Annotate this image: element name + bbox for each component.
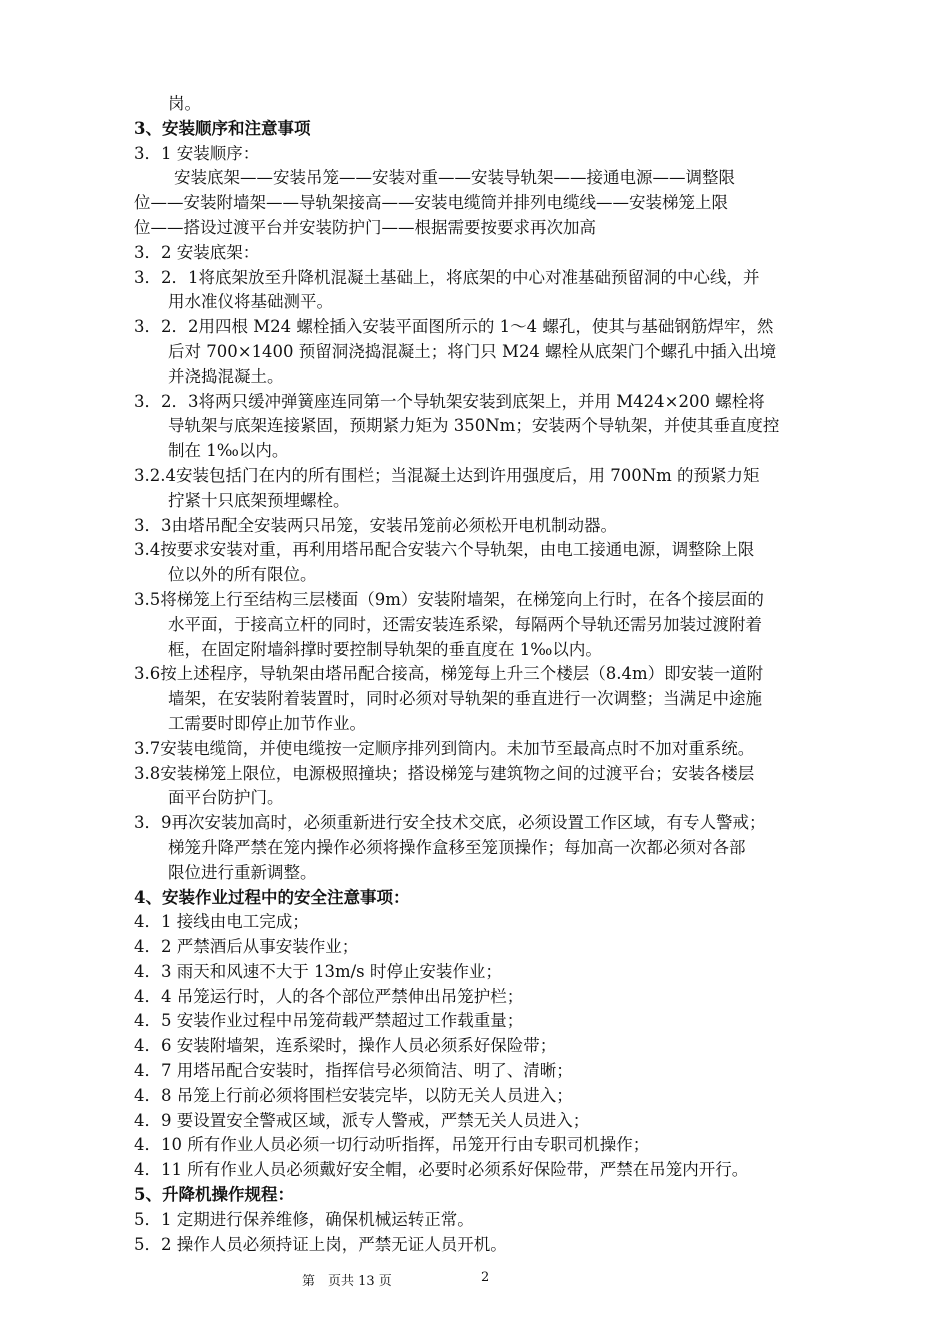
install-step-text: 面平台防护门。 bbox=[168, 788, 284, 808]
install-step-text: 用水准仪将基础测平。 bbox=[168, 292, 333, 312]
safety-item: 4．3 雨天和风速不大于 13m/s 时停止安装作业； bbox=[134, 961, 502, 981]
safety-item: 4．1 接线由电工完成； bbox=[134, 912, 309, 932]
section-3-items bbox=[134, 266, 840, 886]
section-5-heading: 5、升降机操作规程： bbox=[134, 1185, 294, 1205]
section-4-heading: 4、安装作业过程中的安全注意事项： bbox=[134, 887, 410, 907]
safety-item: 4．10 所有作业人员必须一切行动听指挥，吊笼开行由专职司机操作； bbox=[134, 1135, 650, 1155]
safety-item: 4．11 所有作业人员必须戴好安全帽，必要时必须系好保险带，严禁在吊笼内开行。 bbox=[134, 1160, 749, 1180]
install-base-title: 3．2 安装底架： bbox=[134, 242, 260, 262]
install-step-line bbox=[134, 439, 840, 464]
install-step-number: 3．2．1 bbox=[134, 267, 199, 287]
install-order-line: 安装底架——安装吊笼——安装对重——安装导轨架——接通电源——调整限 bbox=[174, 168, 735, 188]
install-step-text: 工需要时即停止加节作业。 bbox=[168, 713, 366, 733]
safety-item: 4．5 安装作业过程中吊笼荷载严禁超过工作载重量； bbox=[134, 1011, 524, 1031]
install-step-text: 后对 700×1400 预留洞浇捣混凝土；将门只 M24 螺栓从底架门个螺孔中插入出境 bbox=[168, 341, 777, 361]
install-step-number: 3．2．3 bbox=[134, 391, 199, 411]
install-step-text: 拧紧十只底架预埋螺栓。 bbox=[168, 490, 350, 510]
install-step-line bbox=[134, 737, 840, 762]
install-step-line bbox=[134, 365, 840, 390]
install-step-number: 3．3 bbox=[134, 515, 172, 535]
continuation-text: 岗。 bbox=[168, 94, 201, 113]
install-step-number: 3.6 bbox=[134, 664, 161, 684]
install-step-line bbox=[134, 266, 840, 291]
install-step-text: 再次安装加高时，必须重新进行安全技术交底，必须设置工作区域，有专人警戒； bbox=[171, 813, 766, 833]
install-step-text: 用四根 M24 螺栓插入安装平面图所示的 1～4 螺孔，使其与基础钢筋焊牢，然 bbox=[198, 317, 774, 337]
install-step-line bbox=[134, 662, 840, 687]
install-step-text: 按要求安装对重，再利用塔吊配合安装六个导轨架，由电工接通电源，调整除上限 bbox=[160, 540, 755, 560]
install-order-title: 3．1 安装顺序： bbox=[134, 143, 260, 163]
install-step-line bbox=[134, 762, 840, 787]
install-step-text: 安装包括门在内的所有围栏；当混凝土达到许用强度后，用 700Nm 的预紧力矩 bbox=[175, 465, 760, 485]
install-step-number: 3.7 bbox=[134, 738, 161, 758]
safety-item: 4．6 安装附墙架，连系梁时，操作人员必须系好保险带； bbox=[134, 1036, 557, 1056]
install-step-line bbox=[134, 489, 840, 514]
install-step-line bbox=[134, 514, 840, 539]
section-4-items bbox=[134, 910, 840, 1183]
install-order-line: 位——安装附墙架——导轨架接高——安装电缆筒并排列电缆线——安装梯笼上限 bbox=[134, 193, 728, 213]
install-step-line bbox=[134, 811, 840, 836]
install-step-text: 导轨架与底架连接紧固，预期紧力矩为 350Nm；安装两个导轨架，并使其垂直度控 bbox=[168, 416, 780, 436]
safety-item: 4．7 用塔吊配合安装时，指挥信号必须简洁、明了、清晰； bbox=[134, 1061, 573, 1081]
install-step-text: 框，在固定附墙斜撑时要控制导轨架的垂直度在 1‰以内。 bbox=[168, 639, 602, 659]
install-step-text: 限位进行重新调整。 bbox=[168, 862, 317, 882]
section-3-heading: 3、安装顺序和注意事项 bbox=[134, 118, 311, 138]
install-step-number: 3．2．2 bbox=[134, 317, 199, 337]
install-step-text: 将两只缓冲弹簧座连同第一个导轨架安装到底架上，并用 M424×200 螺栓将 bbox=[198, 391, 765, 411]
install-step-line bbox=[134, 315, 840, 340]
install-step-line bbox=[134, 712, 840, 737]
install-step-text: 梯笼升降严禁在笼内操作必须将操作盒移至笼顶操作；每加高一次都必须对各部 bbox=[168, 837, 746, 857]
install-step-line bbox=[134, 538, 840, 563]
install-step-line bbox=[134, 861, 840, 886]
install-step-text: 安装梯笼上限位，电源极照撞块；搭设梯笼与建筑物之间的过渡平台；安装各楼层 bbox=[160, 763, 755, 783]
safety-item: 4．9 要设置安全警戒区域，派专人警戒，严禁无关人员进入； bbox=[134, 1110, 590, 1130]
install-step-line bbox=[134, 836, 840, 861]
install-step-text: 按上述程序，导轨架由塔吊配合接高，梯笼每上升三个楼层（8.4m）即安装一道附 bbox=[160, 664, 764, 684]
install-step-text: 位以外的所有限位。 bbox=[168, 565, 317, 585]
install-step-text: 将底架放至升降机混凝土基础上，将底架的中心对准基础预留洞的中心线，并 bbox=[198, 267, 760, 287]
install-step-line bbox=[134, 414, 840, 439]
document-body bbox=[134, 92, 840, 1257]
install-step-number: 3.8 bbox=[134, 763, 161, 783]
install-step-text: 并浇捣混凝土。 bbox=[168, 366, 284, 386]
install-step-line bbox=[134, 638, 840, 663]
operation-item: 5．2 操作人员必须持证上岗，严禁无证人员开机。 bbox=[134, 1234, 507, 1254]
install-step-line bbox=[134, 588, 840, 613]
install-step-line bbox=[134, 687, 840, 712]
install-step-line bbox=[134, 464, 840, 489]
page-count-label: 第 页共 13 页 bbox=[302, 1274, 392, 1289]
install-step-text: 由塔吊配全安装两只吊笼，安装吊笼前必须松开电机制动器。 bbox=[171, 515, 617, 535]
page-number: 2 bbox=[481, 1270, 490, 1285]
install-step-line bbox=[134, 290, 840, 315]
install-step-text: 制在 1‰以内。 bbox=[168, 441, 289, 461]
install-step-text: 墙架，在安装附着装置时，同时必须对导轨架的垂直进行一次调整；当满足中途施 bbox=[168, 689, 762, 709]
install-step-number: 3．9 bbox=[134, 813, 172, 833]
install-step-line bbox=[134, 390, 840, 415]
install-step-line bbox=[134, 613, 840, 638]
install-step-text: 将梯笼上行至结构三层楼面（9m）安装附墙架，在梯笼向上行时，在各个接层面的 bbox=[160, 589, 764, 609]
install-step-line bbox=[134, 786, 840, 811]
section-5-items bbox=[134, 1208, 840, 1258]
install-step-number: 3.5 bbox=[134, 589, 161, 609]
install-step-text: 水平面，于接高立杆的同时，还需安装连系梁，每隔两个导轨还需另加装过渡附着 bbox=[168, 614, 762, 634]
safety-item: 4．4 吊笼运行时，人的各个部位严禁伸出吊笼护栏； bbox=[134, 986, 524, 1006]
operation-item: 5．1 定期进行保养维修，确保机械运转正常。 bbox=[134, 1209, 474, 1229]
safety-item: 4．2 严禁酒后从事安装作业； bbox=[134, 937, 359, 957]
install-step-text: 安装电缆筒，并使电缆按一定顺序排列到筒内。未加节至最高点时不加对重系统。 bbox=[160, 738, 755, 758]
install-step-line bbox=[134, 563, 840, 588]
install-order-line: 位——搭设过渡平台并安装防护门——根据需要按要求再次加高 bbox=[134, 217, 596, 237]
install-step-number: 3.2.4 bbox=[134, 465, 176, 485]
safety-item: 4．8 吊笼上行前必须将围栏安装完毕，以防无关人员进入； bbox=[134, 1085, 573, 1105]
install-step-line bbox=[134, 340, 840, 365]
install-step-number: 3.4 bbox=[134, 540, 161, 560]
